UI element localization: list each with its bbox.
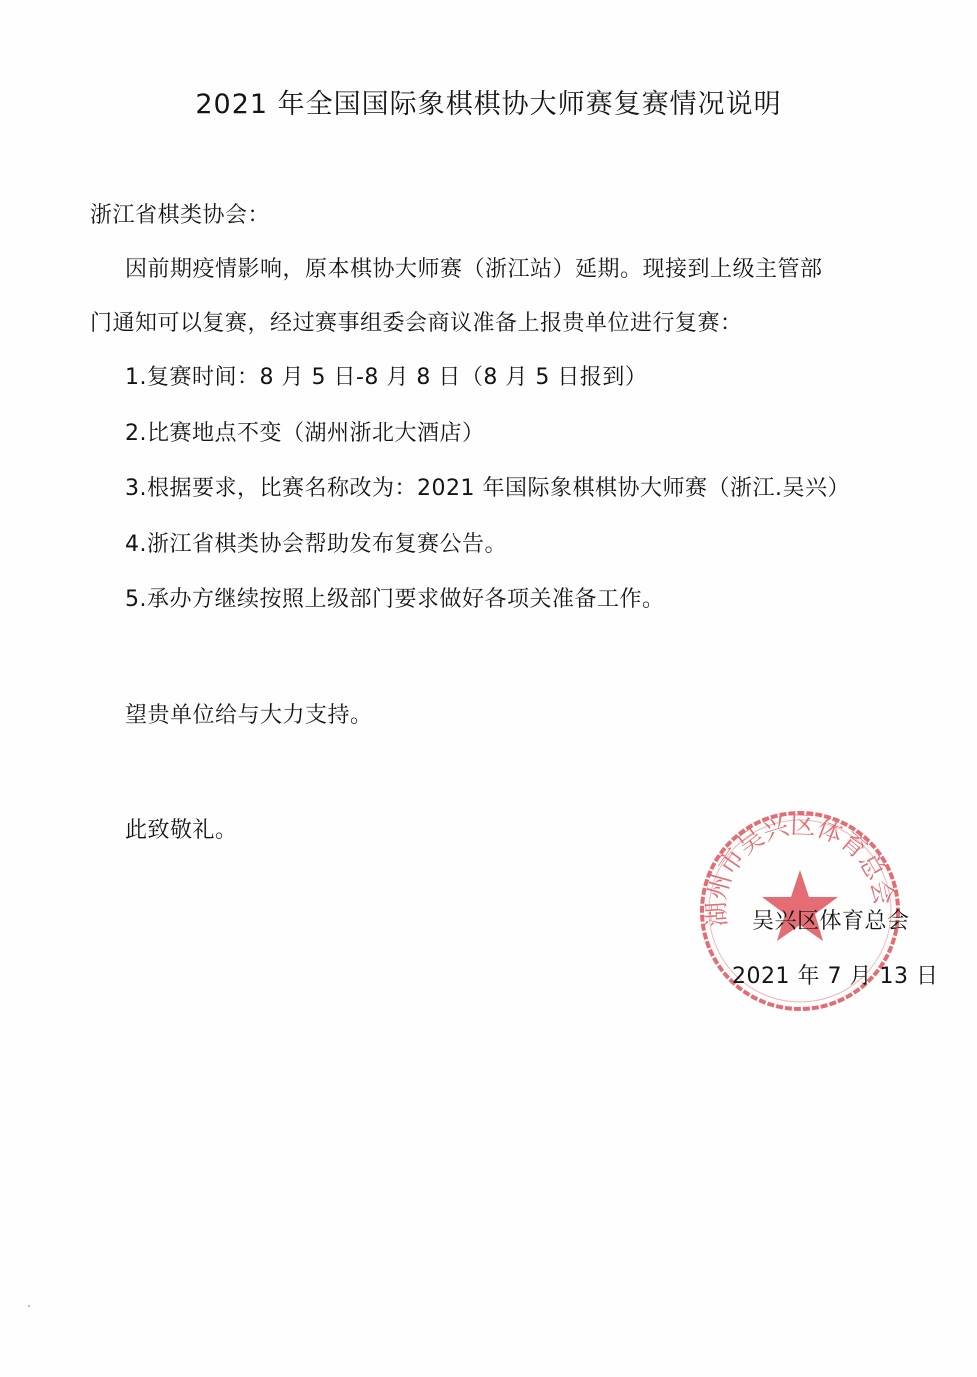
seal-text: 湖州市吴兴区体育总会 bbox=[701, 810, 899, 928]
salutation: 浙江省棋类协会： bbox=[90, 203, 271, 228]
list-item: 1.复赛时间：8 月 5 日-8 月 8 日（8 月 5 日报到） bbox=[125, 365, 648, 390]
scan-artifact bbox=[28, 1305, 30, 1307]
paragraph-line-2: 门通知可以复赛，经过赛事组委会商议准备上报贵单位进行复赛： bbox=[90, 311, 743, 336]
signature-organization: 吴兴区体育总会 bbox=[752, 909, 910, 934]
list-item: 5.承办方继续按照上级部门要求做好各项关准备工作。 bbox=[125, 587, 665, 612]
closing-support: 望贵单位给与大力支持。 bbox=[125, 703, 373, 728]
closing-regards: 此致敬礼。 bbox=[125, 818, 238, 843]
list-item: 4.浙江省棋类协会帮助发布复赛公告。 bbox=[125, 532, 507, 557]
document-title: 2021 年全国国际象棋棋协大师赛复赛情况说明 bbox=[195, 89, 782, 120]
paragraph-line-1: 因前期疫情影响，原本棋协大师赛（浙江站）延期。现接到上级主管部 bbox=[125, 257, 823, 282]
list-item: 2.比赛地点不变（湖州浙北大酒店） bbox=[125, 421, 485, 446]
list-item: 3.根据要求，比赛名称改为：2021 年国际象棋棋协大师赛（浙江.吴兴） bbox=[125, 476, 850, 501]
signature-date: 2021 年 7 月 13 日 bbox=[732, 964, 939, 989]
